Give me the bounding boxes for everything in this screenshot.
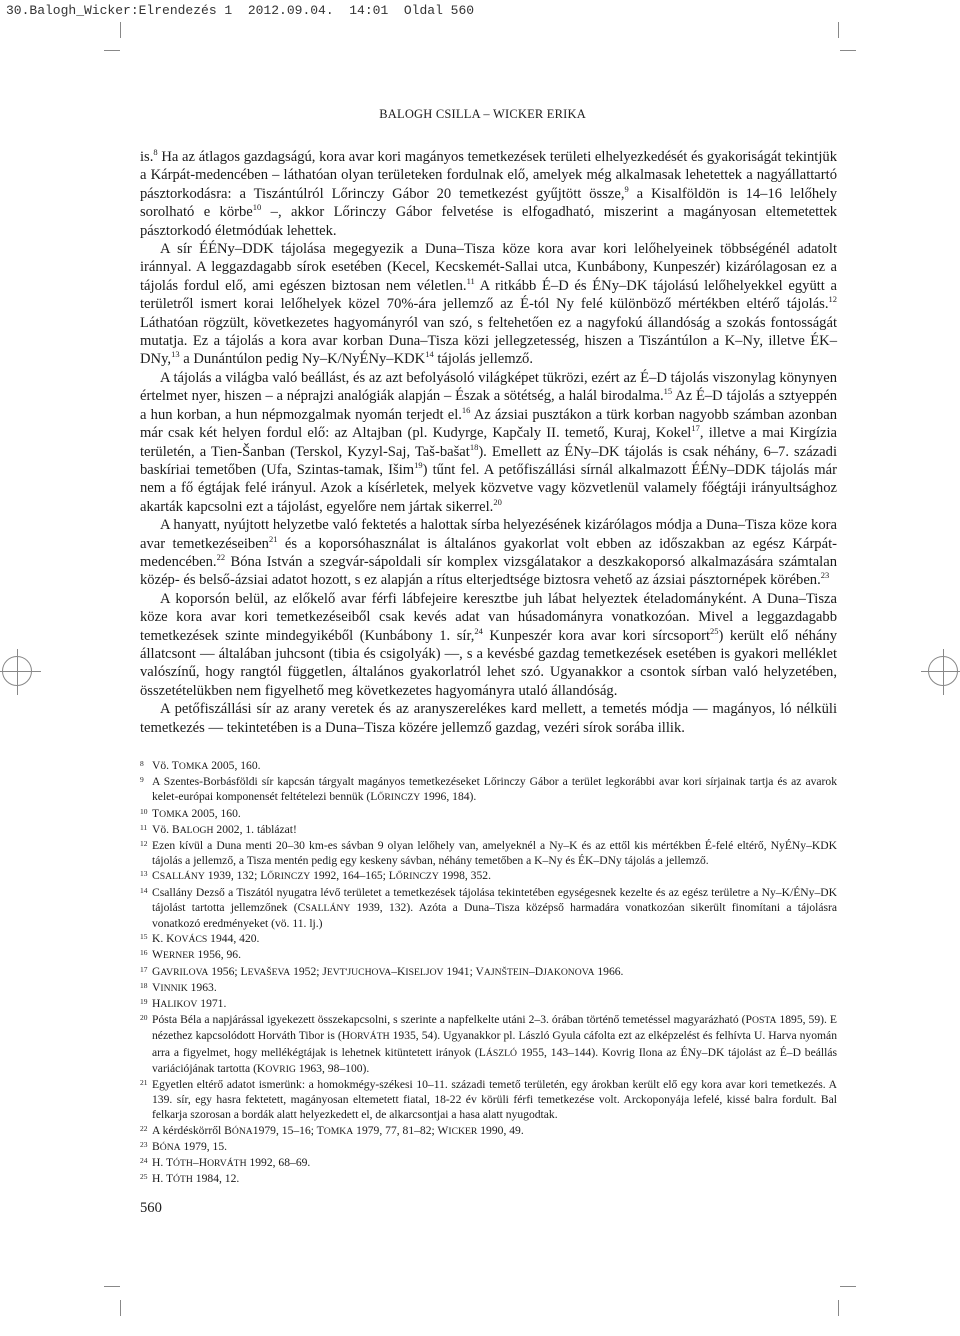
registration-mark-right <box>928 656 958 686</box>
footnote-number: 15 <box>140 932 148 942</box>
footnote-number: 14 <box>140 885 148 895</box>
footnote-text: CSALLÁNY 1939, 132; LŐRINCZY 1992, 164–165; LŐRINCZY 1998, 352. <box>152 869 491 883</box>
footnote-number: 18 <box>140 980 148 990</box>
footnote-number: 9 <box>140 775 144 785</box>
footnote <box>140 1171 837 1187</box>
footnote-text: Ezen kívül a Duna menti 20–30 km-es sávban 9 olyan lelőhely van, amelyeknél a Ny–K és az ettől kis mértékben É-felé eltérő, NyÉNy–KDK tájolás a jellemző, a Tisza mentén pedig egy keskeny sávban, néhány temetőben a K–Ny és ÉK–DNy tájolás a jellemző. <box>152 839 837 868</box>
running-head: BALOGH CSILLA – WICKER ERIKA <box>379 107 586 121</box>
footnote-text: TOMKA 2005, 160. <box>152 806 241 820</box>
footnote-text: Vö. TOMKA 2005, 160. <box>152 759 261 772</box>
footnote <box>140 885 837 932</box>
footnote-text: HALIKOV 1971. <box>152 997 227 1011</box>
paragraph: A tájolás a világba való beállást, és az azt befolyásoló világképet tükrözi, ezért az É–D tájolás viszonylag könynyen értelmet nyer, hiszen – a néprajzi analógiák alapján – Észak a sötétség, a halál birodalma.$^{15}$ Az É–D tájolás a sztyeppén a hun korban, a hun népmozgalmak nyomán terjedt el.$^{16}$ Az ázsiai pusztákon a türk korban nagyobb számban azonban már csak két helyen fordul elő: az Altajban (pl. Kudyrge, Kapčaly II. temető, Kuraj, Kokel$^{17}$, illetve a mai Kirgízia területén, a Tien-Šanban (Terskol, Kyzyl-Saj, Taš-bašat$^{18}$). Emellett az ÉNy–DK tájolás is csak néhány, 6–7. századi baskíriai temetőben (Ufa, Szintas-tamak, Išim$^{19}$) tűnt fel. A petőfiszállási sírnál alkalmazott ÉÉNy–DDK tájolás már nem a fő égtájak felé irányul. Azok a kísérletek, melyek közvetve vagy közvetlenül valamely főégtáji irányultsághoz akarták kapcsolni ezt a tájolást, egyelőre nem jártak sikerrel.$^{20}$ <box>140 369 838 515</box>
footnote <box>140 1155 837 1171</box>
footnote-number: 13 <box>140 869 148 879</box>
footnote <box>140 980 837 996</box>
footnote-text: K. KOVÁCS 1944, 420. <box>152 932 260 946</box>
footnote-text: VINNIK 1963. <box>152 980 217 994</box>
footnote <box>140 964 837 980</box>
footnote-number: 25 <box>140 1172 148 1182</box>
footnote-text: BÓNA 1979, 15. <box>152 1139 228 1153</box>
footnote-text: GAVRILOVA 1956; LEVAŠEVA 1952; JEVT'JUCHOVA–KISELJOV 1941; VAJNŠTEIN–DJAKONOVA 1966. <box>152 964 624 978</box>
footnote-text: H. TÓTH 1984, 12. <box>152 1172 240 1186</box>
footnote-number: 17 <box>140 964 148 974</box>
body-text <box>140 148 837 737</box>
crop-mark <box>104 1286 120 1287</box>
footnote <box>140 996 837 1012</box>
crop-mark <box>104 50 120 51</box>
paragraph: A koporsón belül, az előkelő avar férfi lábfejeire keresztbe juh lábat helyeztek ételadományként. A Duna–Tisza köze kora avar kori temetkezéseiből csak kevés adat van húsadományra vonatkozóan. Mivel a leggazdagabb temetkezések szinte mindegyikéből (Kunbábony 1. sír,$^{24}$ Kunpeszér kora avar kori sírcsoport$^{25}$) került elő néhány állatcsont — általában juhcsont (tibia és csigolyák) —, s a kevésbé gazdag temetkezések esetében is gyakori melléklet valószínű, hogy rangtól független, általános gyakorlatról lehet szó. Ugyanakkor a csontok sírban való helyzetében, összetételükben nem figyelhető meg következetes hagyományra utaló állandóság. <box>140 590 837 699</box>
crop-mark <box>840 1286 856 1287</box>
footnote <box>140 1077 837 1123</box>
footnote-number: 24 <box>140 1156 148 1166</box>
footnote <box>140 1139 837 1155</box>
footnote-number: 23 <box>140 1139 148 1149</box>
footnote-number: 19 <box>140 997 148 1007</box>
paragraph: A sír ÉÉNy–DDK tájolása megegyezik a Duna–Tisza köze kora avar kori lelőhelyeinek többségénél adatolt iránnyal. A leggazdagabb sírok esetében (Kecel, Kecskemét-Sallai utca, Kunbábony, Kunpeszér) kizárólagosan ez a tájolás fordul elő, ami egészen biztosan nem véletlen.$^{11}$ A ritkább É–D és ÉNy–DK tájolású lelőhelyekkel együtt a területről ismert korai lelőhelyek közel 70%-ára jellemző az É-tól Ny felé különböző mértékben eltérő tájolás.$^{12}$ Láthatóan rögzült, következetes hagyományról van szó, s feltehetően ez a nagyfokú állandóság a szokás fontosságát mutatja. Ez a tájolás a kora avar korban Duna–Tisza közi jellegzetesség, hiszen a Tiszántúlon a K–Ny, illetve ÉK–DNy,$^{13}$ a Dunántúlon pedig Ny–K/NyÉNy–KDK$^{14}$ tájolás jellemző. <box>140 241 837 368</box>
footnote <box>140 774 837 805</box>
footnote <box>140 822 837 838</box>
paragraph: A petőfiszállási sír az arany veretek és az aranyszerelékes kard mellett, a temetés módja — magányos, ló nélküli temetkezés — tekintetében is a Duna–Tisza közére jellemző gazdag, vezéri sírok sorába illik. <box>140 701 837 736</box>
footnote-number: 16 <box>140 948 148 958</box>
crop-mark <box>840 50 856 51</box>
footnote-number: 10 <box>140 806 148 816</box>
footnote-text: H. TÓTH–HORVÁTH 1992, 68–69. <box>152 1156 311 1170</box>
crop-mark <box>120 22 121 38</box>
footnote <box>140 758 837 774</box>
footnote-number: 21 <box>140 1078 148 1088</box>
footnote <box>140 1012 837 1077</box>
page-number: 560 <box>140 1200 162 1216</box>
footnote-number: 11 <box>140 822 148 832</box>
paragraph: is.$^8$ Ha az átlagos gazdagságú, kora avar kori magányos temetkezések területi elhelyezkedését és gyakoriságát tekintjük a Kárpát-medencében – láthatóan olyan területeken fordulnak elő, amelyek még alkalmasak lehetettek a nagyállattartó pásztorkodásra: a Tiszántúlról Lőrinczy Gábor 20 temetkezést gyűjtött össze,$^9$ a Kisalföldön is 14–16 lelőhely sorolható e körbe$^{10}$ –, akkor Lőrinczy Gábor felvetése is elfogadható, miszerint a magányosan eltemetettek pásztorkodó életmódúak lehettek. <box>140 147 837 239</box>
footnote-number: 20 <box>140 1013 148 1023</box>
footnote-number: 12 <box>140 839 148 849</box>
footnote-text: A Szentes-Borbásföldi sír kapcsán tárgyalt magányos temetkezéseket Lőrinczy Gábor a terület legkorábbi avar kori sírjainak tartja és az avarok kelet-európai komponensét feltételezi bennük (LŐRINCZY 1996, 184). <box>152 775 837 804</box>
footnote-text: Csallány Dezső a Tiszától nyugatra lévő területet a temetkezések tájolása tekintetében egységesnek kezelte és az egész területre a Ny–K/ÉNy–DK tájolást tartotta jellemzőnek (CSALLÁNY 1939, 132). Azóta a Duna–Tisza középső harmadára vonatkozóan sikerült finomítani a tájolásra vonatkozó eredményeket (vö. 11. lj.) <box>152 885 837 931</box>
footnote <box>140 931 837 947</box>
footnote <box>140 947 837 963</box>
print-slug: 30.Balogh_Wicker:Elrendezés 1 2012.09.04. 14:01 Oldal 560 <box>6 3 475 18</box>
footnote-text: Egyetlen eltérő adatot ismerünk: a homokmégy-székesi 10–11. századi temető területén, egy árokban került elő egy kora avar kori temetkezés. A 139. sír, egy hasra fektetett, magányosan eltemetett fiatal, 18-22 év körüli férfi temetkezése volt. Arckoponyája lefelé, kissé balra fordult. Bal felkarja szorosan a bordák alatt helyezkedett el, de alkarcsontjai a hasa alatt nyugodtak. <box>152 1078 837 1122</box>
crop-mark <box>838 22 839 38</box>
footnote-number: 8 <box>140 759 144 768</box>
footnote <box>140 806 837 822</box>
footnote <box>140 838 837 868</box>
footnote-text: WERNER 1956, 96. <box>152 948 241 962</box>
paragraph: A hanyatt, nyújtott helyzetbe való fektetés a halottak sírba helyezésének kizárólagos módja a Duna–Tisza köze kora avar temetkezéseiben$^{21}$ és a koporsóhasználat is általános gyakorlat volt ebben az időszakban az egész Kárpát-medencében.$^{22}$ Bóna István a szegvár-sápoldali sír komplex vizsgálatakor a deszkakoporsó alkalmazására számtalan közép- és belső-ázsiai adatot hozott, s ez alapján a rítus elterjedtsége biztosra vehető az ázsiai pásztornépek körében.$^{23}$ <box>140 517 837 589</box>
footnote-number: 22 <box>140 1123 148 1133</box>
footnote <box>140 868 837 884</box>
registration-mark-left <box>2 656 32 686</box>
footnote-text: Pósta Béla a napjárással igyekezett összekapcsolni, s szerinte a napfelkelte utáni 2–3. órában történő temetéssel magyarázható (POSTA 1895, 59). E nézethez kapcsolódott Horváth Tibor is (HORVÁTH 1935, 54). Ugyanakkor pl. László Gyula cáfolta ezt az elképzelést és felhívta U. Harva nyomán arra a figyelmet, hogy mellékégtájak is lehetnek kitüntetett irányok (LÁSZLÓ 1955, 143–144). Kovrig Ilona az ÉNy–DK tájolást az É–D beállás variációjának tartotta (KOVRIG 1963, 98–100). <box>152 1013 837 1075</box>
footnote <box>140 1123 837 1139</box>
crop-mark <box>838 1300 839 1316</box>
crop-mark <box>120 1300 121 1316</box>
footnotes <box>140 758 837 1187</box>
footnote-text: A kérdéskörről BÓNA1979, 15–16; TOMKA 1979, 77, 81–82; WICKER 1990, 49. <box>152 1123 524 1137</box>
footnote-text: Vö. BALOGH 2002, 1. táblázat! <box>152 822 297 836</box>
